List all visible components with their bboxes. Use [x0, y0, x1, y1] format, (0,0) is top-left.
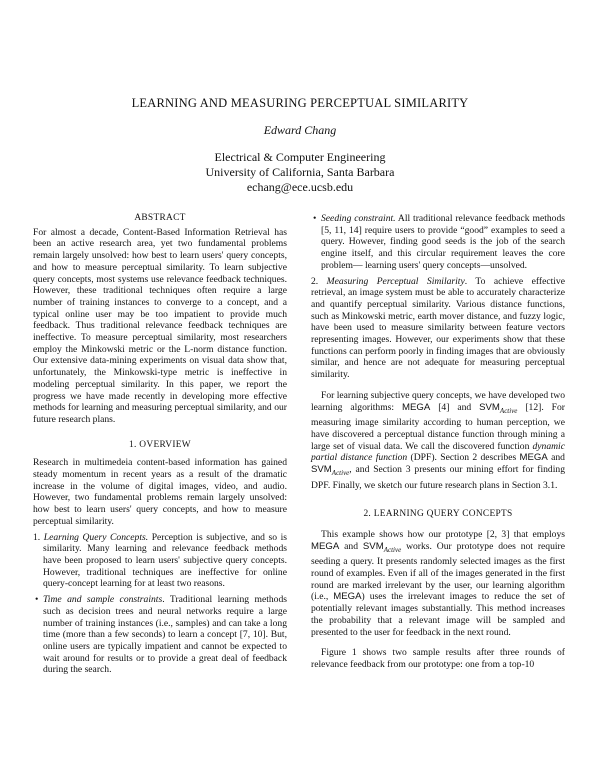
- dpf-term: dynamic partial distance function: [311, 440, 565, 464]
- bullet-time-sample-constraints: [33, 594, 287, 676]
- text-span: For learning subjective query concepts, we have developed two learning algorithms:: [311, 389, 565, 413]
- section2-paragraph-2: Figure 1 shows two sample results after three rounds of relevance feedback from our prototype: one from a top-10: [311, 647, 565, 670]
- bullet-text: . Traditional learning methods such as decision trees and neural networks require a large number of training instances (i.e., samples) and can take a long time (more than a few seconds) to learn a concept [7, 10]. But, online users are typically impatient and cannot be expected to wait around for results or to provide a great deal of feedback during the search.: [43, 594, 287, 676]
- svm-subscript: Active: [499, 406, 518, 415]
- author-email[interactable]: echang@ece.ucsb.edu: [246, 180, 354, 194]
- text-span: ) uses the irrelevant images to reduce the set of potentially relevant images substantially. This method increases the probability that a relevant image will be sampled and presented to the user for feedback in the next round.: [311, 591, 565, 638]
- abstract-text: For almost a decade, Content-Based Information Retrieval has been an active research area, yet two fundamental problems remain largely unsolved: how best to learn users' query concepts, and how to measure perceptual similarity. To learn subjective query concepts, most systems use relevance feedback techniques. However, these traditional techniques often require a large number of training instances to converge to a concept, and a typical online user may be too impatient to provide much feedback. Thus traditional relevance feedback techniques are ineffective. To measure perceptual similarity, most researchers employ the Minkowski metric or the L-norm distance function. Our extensive data-mining experiments on visual data show that, unfortunately, the Minkowski-type metric is ineffective in modeling perceptual similarity. In this paper, we report the progress we have made recently in developing more effective methods for learning and measuring perceptual similarity, and our future research plans.: [33, 226, 287, 425]
- text-span: works. Our prototype does not require seeding a query. It presents randomly selected images as the first round of examples. Even if all of the images generated in the first round are marked irrelevant by the user, our learning algorithm (i.e.,: [311, 540, 566, 603]
- list-item-text: Perception is subjective, and so is similarity. Many learning and relevance feedback methods have been proposed to learn users' subjective query concepts. However, traditional techniques are ineffective for online query-concept learning for at least two reasons.: [43, 531, 287, 590]
- svm-name: SVM: [311, 463, 332, 475]
- text-span: and: [547, 452, 565, 464]
- list-item-learning-query-concepts: [33, 532, 287, 591]
- text-span: [4] and: [430, 401, 480, 413]
- list-item-number: 2.: [311, 275, 319, 287]
- list-item-number: 1.: [33, 531, 41, 543]
- svm-subscript: Active: [331, 468, 350, 477]
- section2-paragraph-1: [311, 529, 565, 638]
- mega-name: MEGA: [402, 401, 431, 413]
- text-span: (DPF). Section 2 describes: [407, 452, 520, 464]
- overview-heading: 1. OVERVIEW: [129, 439, 191, 450]
- bullet-seeding-constraint: [311, 213, 565, 272]
- author-affiliation: [0, 150, 600, 195]
- list-item-text: . To achieve effective retrieval, an image system must be able to accurately characterize and quantify perceptual similarity. Various distance functions, such as Minkowski metric, earth mover distance, and fuzzy logic, have been used to measure similarity between feature vectors representing images. However, our experiments show that these functions can perform poorly in finding images that are obviously similar, and hence are not adequate for measuring perceptual similarity.: [311, 275, 565, 381]
- svm-subscript: Active: [383, 545, 402, 554]
- overview-paragraph-algorithms: [311, 390, 565, 491]
- text-span: This example shows how our prototype [2, 3] that employs: [321, 528, 565, 540]
- bullet-title: Seeding constraint.: [321, 213, 396, 224]
- list-item-title: Measuring Perceptual Similarity: [326, 275, 465, 287]
- affiliation-department: Electrical & Computer Engineering: [214, 150, 386, 164]
- paper-title: LEARNING AND MEASURING PERCEPTUAL SIMILARITY: [131, 96, 469, 110]
- text-span: and: [339, 540, 363, 552]
- svm-name: SVM: [479, 401, 500, 413]
- bullet-title: Time and sample constraints: [43, 594, 163, 606]
- bullet-icon: •: [313, 213, 317, 224]
- text-span: , and Section 3 presents our mining effort for finding DPF. Finally, we sketch our future research plans in Section 3.1.: [311, 463, 565, 491]
- text-span: [12]. For measuring image similarity according to human perception, we have discovered a perceptual distance function through mining a large set of visual data. We call the discovered function: [311, 401, 565, 452]
- right-column: [311, 213, 565, 671]
- mega-name: MEGA: [311, 540, 340, 552]
- abstract-heading: ABSTRACT: [134, 213, 186, 223]
- bullet-text: All traditional relevance feedback methods [5, 11, 14] require users to provide “good” examples to seed a query. However, finding good seeds is the job of the search engine itself, and this circular requirement leaves the core problem— learning users' query concepts—unsolved.: [321, 213, 565, 271]
- left-column: [33, 213, 287, 676]
- mega-name: MEGA: [333, 591, 362, 603]
- mega-name: MEGA: [519, 452, 548, 464]
- overview-intro: Research in multimedeia content-based information has gained steady momentum in recent years as a result of the dramatic increase in the volume of digital images, video, and audio. However, two fundamental problems remain largely unsolved: how best to learn users' query concepts, and how to measure perceptual similarity.: [33, 457, 287, 527]
- bullet-icon: •: [35, 594, 39, 606]
- affiliation-university: University of California, Santa Barbara: [205, 165, 395, 179]
- section2-heading: 2. LEARNING QUERY CONCEPTS: [363, 509, 513, 520]
- svm-name: SVM: [362, 540, 384, 552]
- author-name: Edward Chang: [263, 123, 337, 137]
- list-item-title: Learning Query Concepts.: [43, 531, 149, 543]
- list-item-measuring-perceptual-similarity: [311, 276, 565, 381]
